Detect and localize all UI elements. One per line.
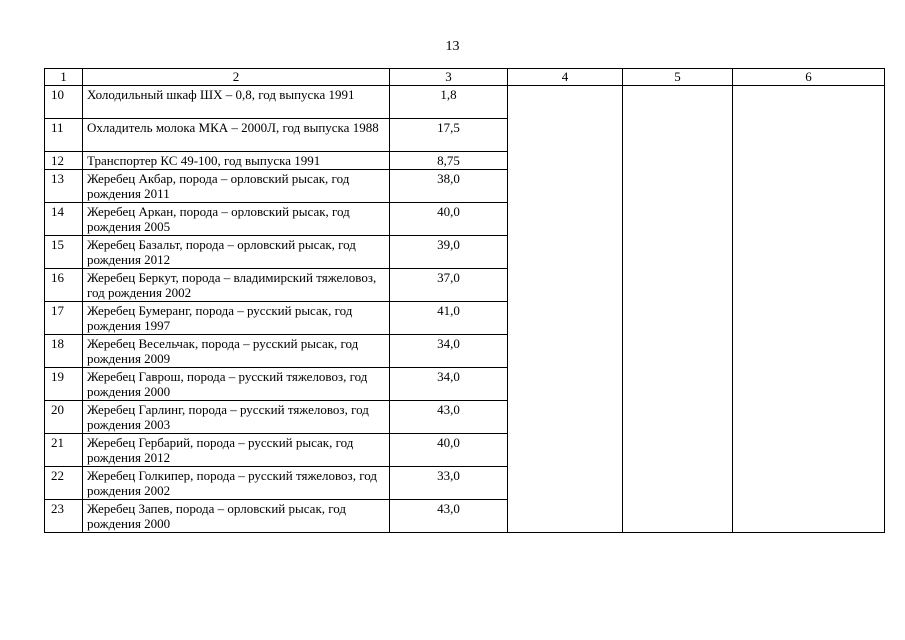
item-description: Жеребец Аркан, порода – орловский рысак, год рождения 2005 [83, 202, 390, 235]
column-header: 6 [733, 69, 885, 86]
empty-cell-col6 [733, 85, 885, 532]
empty-cell-col4 [508, 85, 623, 532]
item-value: 43,0 [390, 400, 508, 433]
row-number: 13 [45, 169, 83, 202]
row-number: 11 [45, 118, 83, 151]
item-description: Жеребец Гербарий, порода – русский рысак, год рождения 2012 [83, 433, 390, 466]
item-value: 40,0 [390, 433, 508, 466]
column-header: 1 [45, 69, 83, 86]
row-number: 21 [45, 433, 83, 466]
row-number: 15 [45, 235, 83, 268]
column-header: 5 [623, 69, 733, 86]
item-description: Жеребец Голкипер, порода – русский тяжеловоз, год рождения 2002 [83, 466, 390, 499]
column-header: 3 [390, 69, 508, 86]
item-value: 38,0 [390, 169, 508, 202]
row-number: 10 [45, 85, 83, 118]
item-value: 33,0 [390, 466, 508, 499]
item-description: Жеребец Гаврош, порода – русский тяжеловоз, год рождения 2000 [83, 367, 390, 400]
row-number: 17 [45, 301, 83, 334]
item-value: 41,0 [390, 301, 508, 334]
page-number: 13 [445, 39, 460, 54]
item-description: Холодильный шкаф ШХ – 0,8, год выпуска 1991 [83, 85, 390, 118]
item-description: Жеребец Беркут, порода – владимирский тяжеловоз, год рождения 2002 [83, 268, 390, 301]
item-description: Жеребец Акбар, порода – орловский рысак, год рождения 2011 [83, 169, 390, 202]
item-value: 39,0 [390, 235, 508, 268]
row-number: 20 [45, 400, 83, 433]
item-value: 34,0 [390, 367, 508, 400]
row-number: 12 [45, 151, 83, 169]
item-description: Транспортер КС 49-100, год выпуска 1991 [83, 151, 390, 169]
item-description: Жеребец Весельчак, порода – русский рысак, год рождения 2009 [83, 334, 390, 367]
item-value: 43,0 [390, 499, 508, 532]
table-row [45, 85, 885, 118]
item-value: 17,5 [390, 118, 508, 151]
row-number: 23 [45, 499, 83, 532]
item-description: Охладитель молока МКА – 2000Л, год выпуска 1988 [83, 118, 390, 151]
column-header: 2 [83, 69, 390, 86]
item-value: 37,0 [390, 268, 508, 301]
item-description: Жеребец Запев, порода – орловский рысак, год рождения 2000 [83, 499, 390, 532]
row-number: 18 [45, 334, 83, 367]
row-number: 16 [45, 268, 83, 301]
item-description: Жеребец Гарлинг, порода – русский тяжеловоз, год рождения 2003 [83, 400, 390, 433]
item-value: 1,8 [390, 85, 508, 118]
item-description: Жеребец Базальт, порода – орловский рысак, год рождения 2012 [83, 235, 390, 268]
column-header: 4 [508, 69, 623, 86]
item-value: 34,0 [390, 334, 508, 367]
row-number: 22 [45, 466, 83, 499]
table-header-row [45, 69, 885, 86]
item-value: 40,0 [390, 202, 508, 235]
document-table [44, 68, 885, 533]
row-number: 14 [45, 202, 83, 235]
item-description: Жеребец Бумеранг, порода – русский рысак, год рождения 1997 [83, 301, 390, 334]
empty-cell-col5 [623, 85, 733, 532]
row-number: 19 [45, 367, 83, 400]
item-value: 8,75 [390, 151, 508, 169]
